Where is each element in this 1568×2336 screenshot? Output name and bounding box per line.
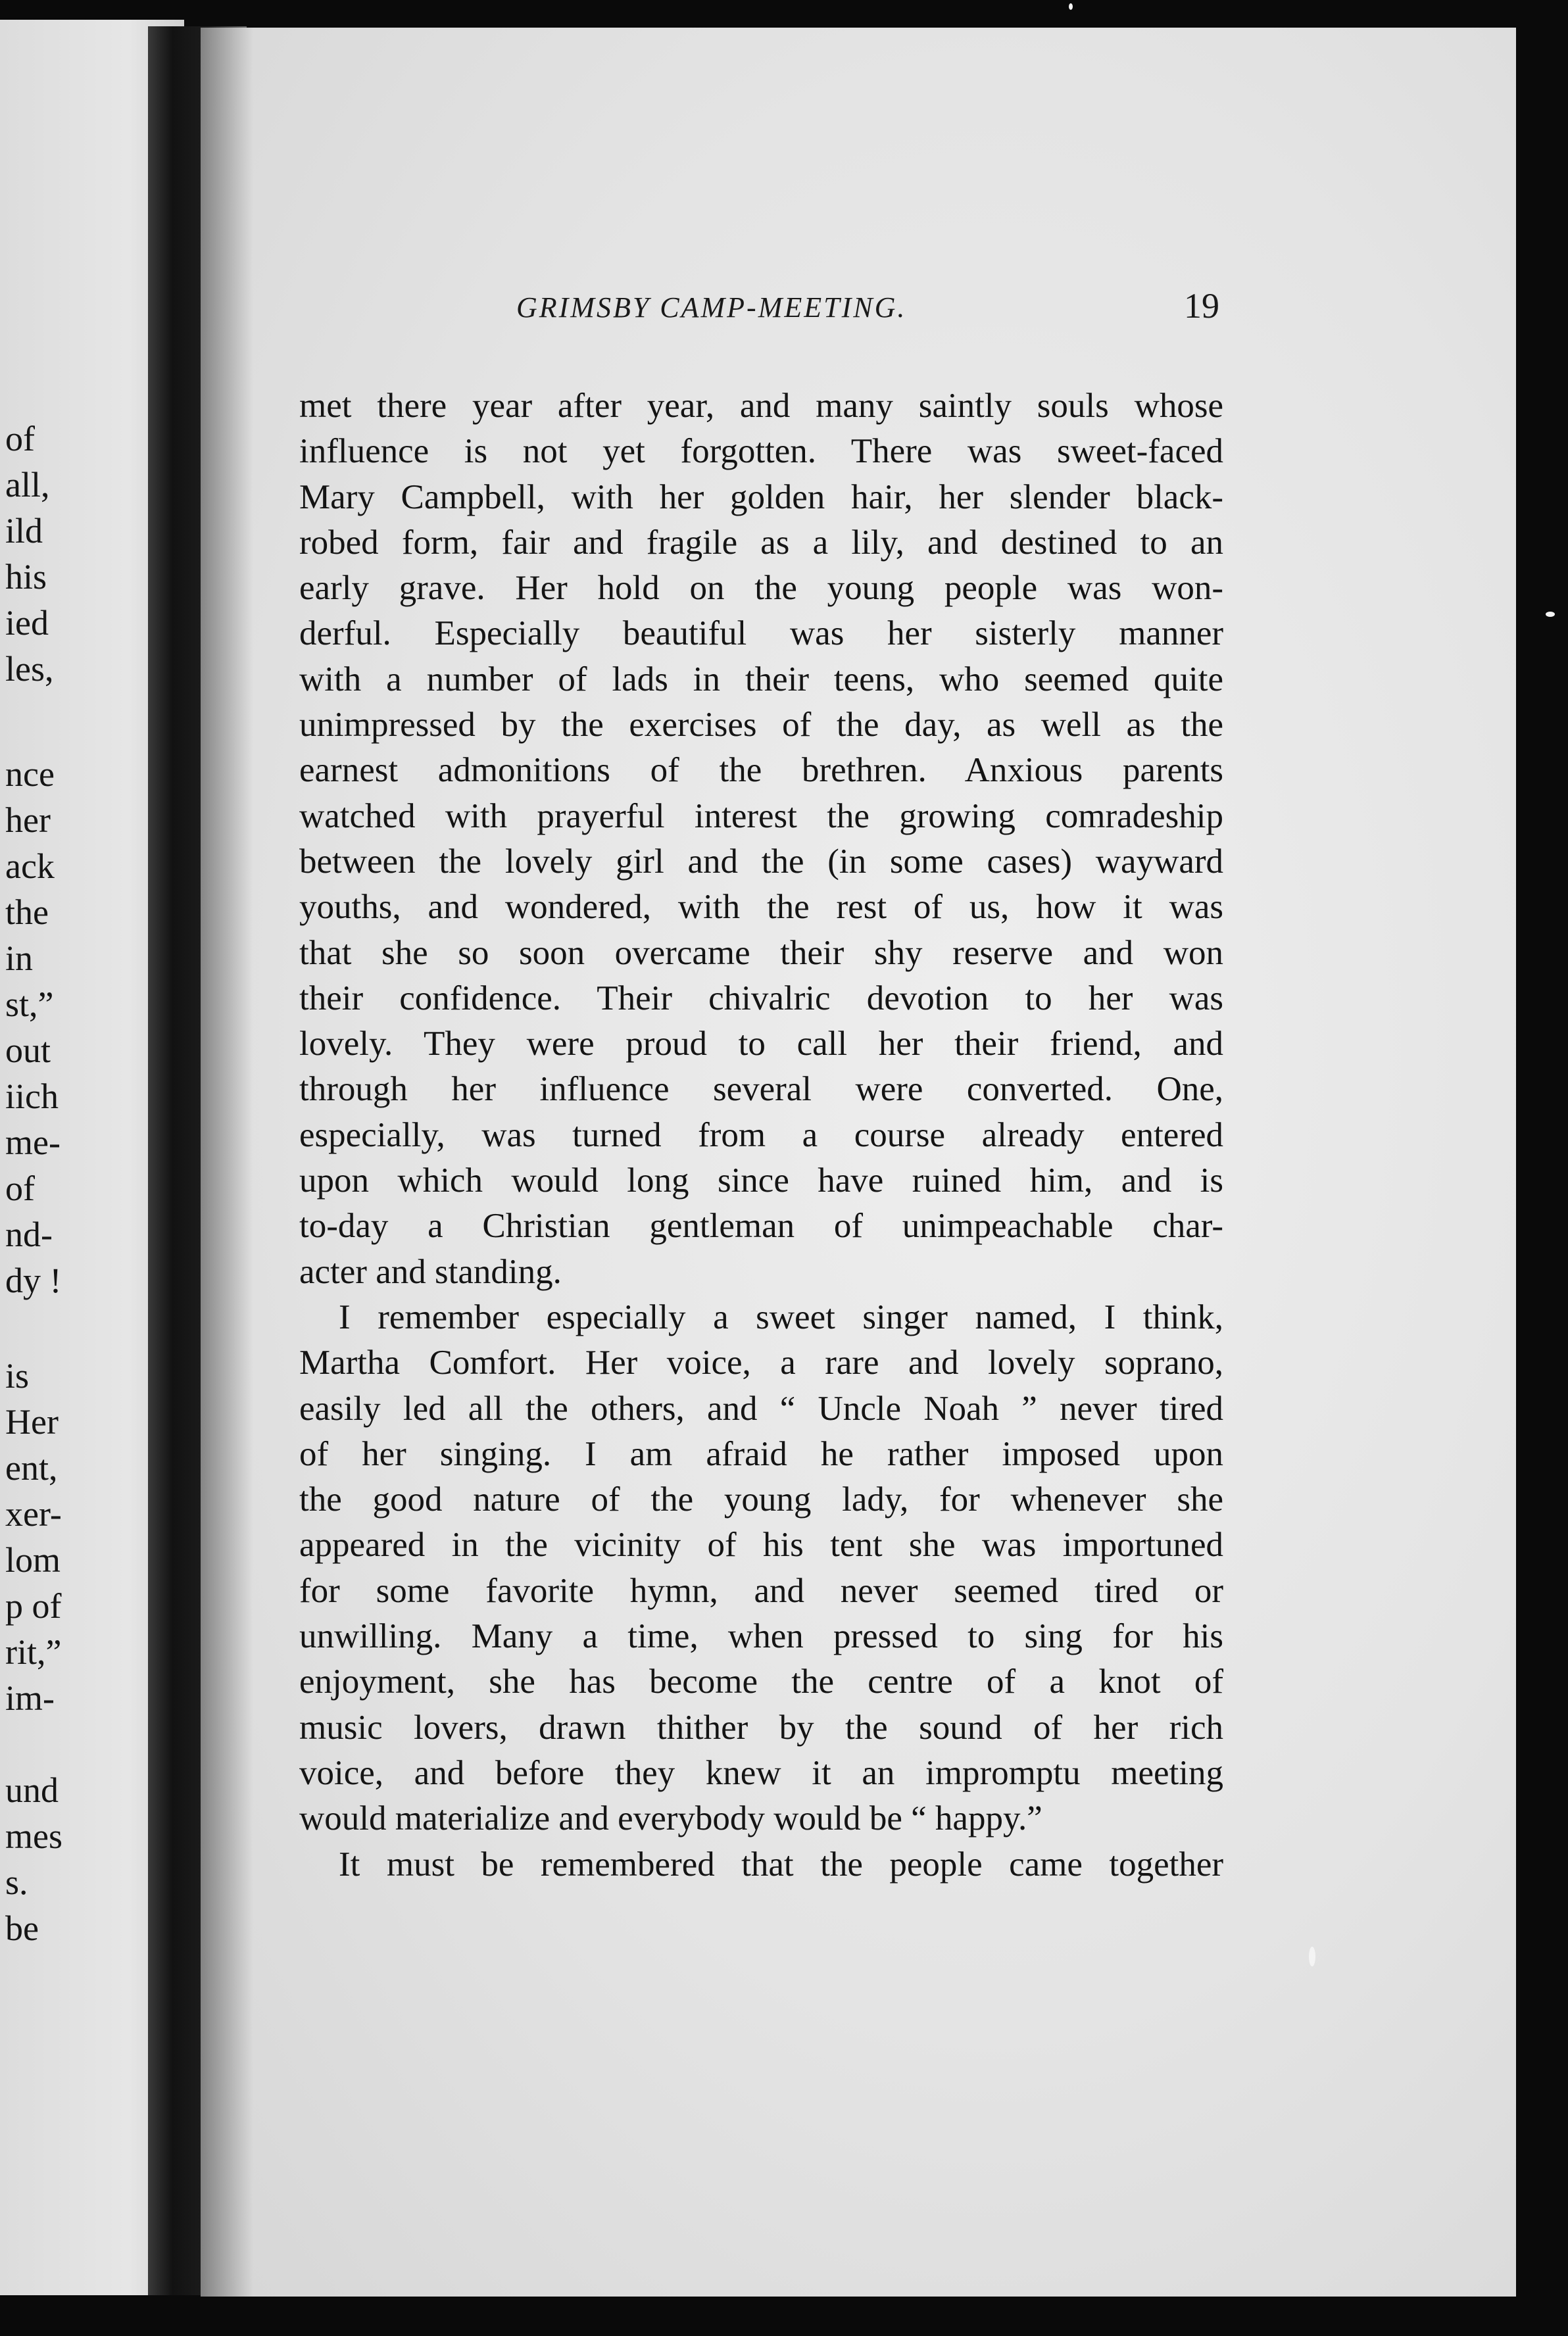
text-line: unimpressed by the exercises of the day, as well as the [299,706,1223,744]
scan-speck [1546,612,1555,617]
facing-page-word: im- [5,1678,55,1718]
facing-page-word: dy ! [5,1261,62,1300]
text-line: their confidence. Their chivalric devotion to her was [299,979,1223,1017]
facing-page-word: lom [5,1540,61,1580]
text-line: upon which would long since have ruined him, and is [299,1161,1223,1200]
facing-page-word: all, [5,465,50,504]
facing-page-word: xer- [5,1494,62,1534]
text-line: especially, was turned from a course already entered [299,1115,1223,1154]
text-line: watched with prayerful interest the growing comradeship [299,796,1223,835]
text-line: Mary Campbell, with her golden hair, her slender black- [299,477,1223,516]
facing-page-word: nd- [5,1215,53,1254]
body-text [299,383,1223,1887]
text-line: the good nature of the young lady, for whenever she [299,1480,1223,1519]
text-line: Martha Comfort. Her voice, a rare and lovely soprano, [299,1344,1223,1382]
text-line: early grave. Her hold on the young people was won- [299,569,1223,608]
facing-page-word: be [5,1909,39,1948]
text-line: would materialize and everybody would be “ happy.” [299,1799,1042,1838]
facing-page-word: of [5,1169,35,1208]
facing-page-word: und [5,1770,59,1810]
facing-page-word: nce [5,754,55,794]
facing-page-word: of [5,419,35,458]
facing-page-word: rit,” [5,1632,62,1672]
facing-page-word: ack [5,846,55,886]
facing-page-word: ied [5,603,49,643]
text-line: music lovers, drawn thither by the sound of her rich [299,1708,1223,1747]
facing-page-word: st,” [5,985,54,1024]
facing-page-word: p of [5,1586,62,1626]
text-line: with a number of lads in their teens, who seemed quite [299,660,1223,698]
text-line: for some favorite hymn, and never seemed tired or [299,1571,1223,1610]
facing-page-word: mes [5,1816,62,1856]
facing-page-word: her [5,800,51,840]
text-line: appeared in the vicinity of his tent she was importuned [299,1526,1223,1565]
text-line: enjoyment, she has become the centre of a knot of [299,1663,1223,1701]
facing-page-word: is [5,1356,30,1396]
facing-page-word: ent, [5,1448,58,1488]
facing-page-word: Her [5,1402,59,1442]
text-line: to-day a Christian gentleman of unimpeachable char- [299,1207,1223,1246]
facing-page-word: in [5,938,34,978]
text-line: acter and standing. [299,1252,562,1291]
text-line: that she so soon overcame their shy reserve and won [299,933,1223,972]
facing-page-word: me- [5,1123,61,1162]
running-title: GRIMSBY CAMP-MEETING. [516,291,907,324]
text-line: easily led all the others, and “ Uncle Noah ” never tired [299,1389,1223,1428]
facing-page-word: his [5,557,47,596]
text-line: voice, and before they knew it an impromptu meeting [299,1753,1223,1792]
scan-speck [1069,3,1073,10]
text-line: of her singing. I am afraid he rather imposed upon [299,1434,1223,1473]
page-number: 19 [1184,286,1219,326]
facing-page-word: iich [5,1077,59,1116]
text-line: It must be remembered that the people came together [339,1845,1223,1884]
text-line: youths, and wondered, with the rest of us, how it was [299,888,1223,927]
facing-page-word: the [5,892,49,932]
text-line: met there year after year, and many saintly souls whose [299,387,1223,425]
text-line: influence is not yet forgotten. There was sweet-faced [299,432,1223,471]
facing-page-word: ild [5,511,43,550]
text-line: through her influence several were converted. One, [299,1070,1223,1109]
text-line: earnest admonitions of the brethren. Anxious parents [299,751,1223,790]
facing-page-word: s. [5,1862,28,1902]
text-line: robed form, fair and fragile as a lily, and destined to an [299,523,1223,562]
text-line: derful. Especially beautiful was her sisterly manner [299,614,1223,653]
text-line: I remember especially a sweet singer named, I think, [339,1298,1223,1336]
facing-page-word: les, [5,649,54,689]
text-line: between the lovely girl and the (in some cases) wayward [299,842,1223,881]
facing-page-word: out [5,1031,51,1070]
running-head [0,286,1568,330]
text-line: unwilling. Many a time, when pressed to sing for his [299,1617,1223,1656]
scan-speck [1309,1947,1315,1966]
text-line: lovely. They were proud to call her their friend, and [299,1025,1223,1063]
